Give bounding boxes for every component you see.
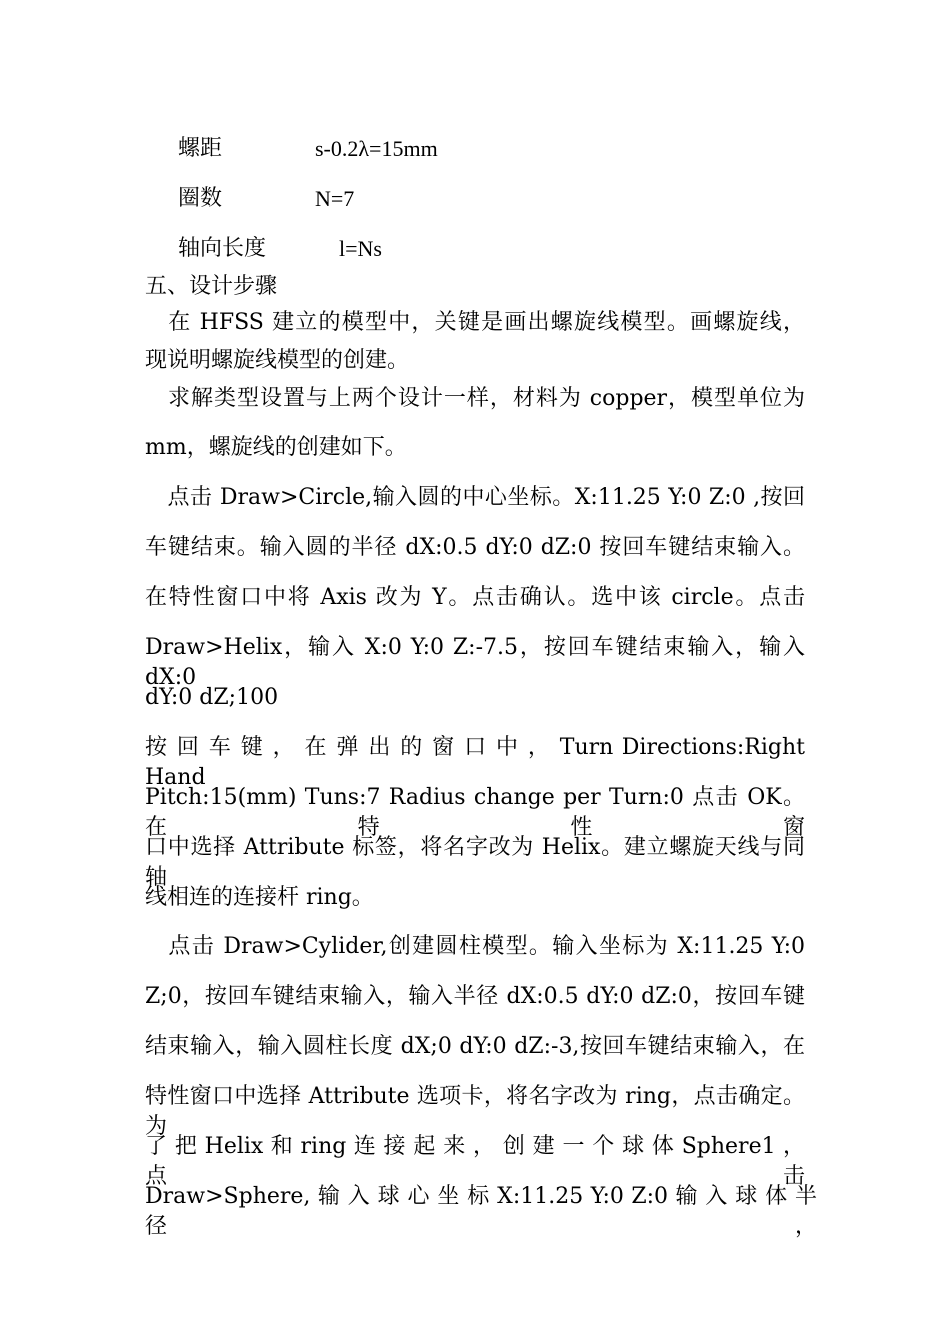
param-value-pitch: s-0.2λ=15mm (315, 136, 438, 161)
param-label-pitch: 螺距 (178, 136, 223, 161)
body-line: 线相连的连接杆 ring。 (145, 885, 374, 910)
body-line: mm，螺旋线的创建如下。 (145, 435, 407, 460)
body-line: 现说明螺旋线模型的创建。 (145, 348, 410, 373)
body-line: 了 把 Helix 和 ring 连 接 起 来 ， 创 建 一 个 球 体 Sphere1 ， 点 击 (145, 1134, 805, 1189)
body-line: Draw>Helix，输入 X:0 Y:0 Z:-7.5，按回车键结束输入，输入 dX:0 (145, 635, 805, 690)
param-value-turns: N=7 (315, 186, 355, 211)
param-value-axial-length: l=Ns (339, 236, 382, 261)
body-line: 特性窗口中选择 Attribute 选项卡，将名字改为 ring，点击确定。为 (145, 1084, 805, 1139)
body-line: 按 回 车 键 ， 在 弹 出 的 窗 口 中 ， Turn Directions:Right Hand (145, 735, 805, 790)
body-line: Z;0，按回车键结束输入，输入半径 dX:0.5 dY:0 dZ:0，按回车键 (145, 984, 805, 1009)
body-line: dY:0 dZ;100 (145, 685, 279, 710)
body-line: 点击 Draw>Cylider,创建圆柱模型。输入坐标为 X:11.25 Y:0 (145, 934, 805, 959)
body-line: 在 HFSS 建立的模型中，关键是画出螺旋线模型。画螺旋线， (145, 310, 805, 335)
param-label-turns: 圈数 (178, 186, 223, 211)
body-line: 车键结束。输入圆的半径 dX:0.5 dY:0 dZ:0 按回车键结束输入。 (145, 535, 805, 560)
body-line: 口中选择 Attribute 标签，将名字改为 Helix。建立螺旋天线与同轴 (145, 835, 805, 890)
body-line: Draw>Sphere, 输 入 球 心 坐 标 X:11.25 Y:0 Z:0 输 入 球 体 半 径 ， (145, 1184, 817, 1239)
section-heading: 五、设计步骤 (145, 274, 278, 299)
body-line: 点击 Draw>Circle,输入圆的中心坐标。X:11.25 Y:0 Z:0 ,按回 (145, 485, 805, 510)
param-label-axial-length: 轴向长度 (178, 236, 267, 261)
body-line: 在特性窗口中将 Axis 改为 Y。点击确认。选中该 circle。点击 (145, 585, 805, 610)
body-line: 求解类型设置与上两个设计一样，材料为 copper，模型单位为 (145, 386, 805, 411)
body-line: 结束输入，输入圆柱长度 dX;0 dY:0 dZ:-3,按回车键结束输入，在 (145, 1034, 805, 1059)
body-line: Pitch:15(mm) Tuns:7 Radius change per Turn:0 点击 OK。在特性窗 (145, 785, 805, 840)
